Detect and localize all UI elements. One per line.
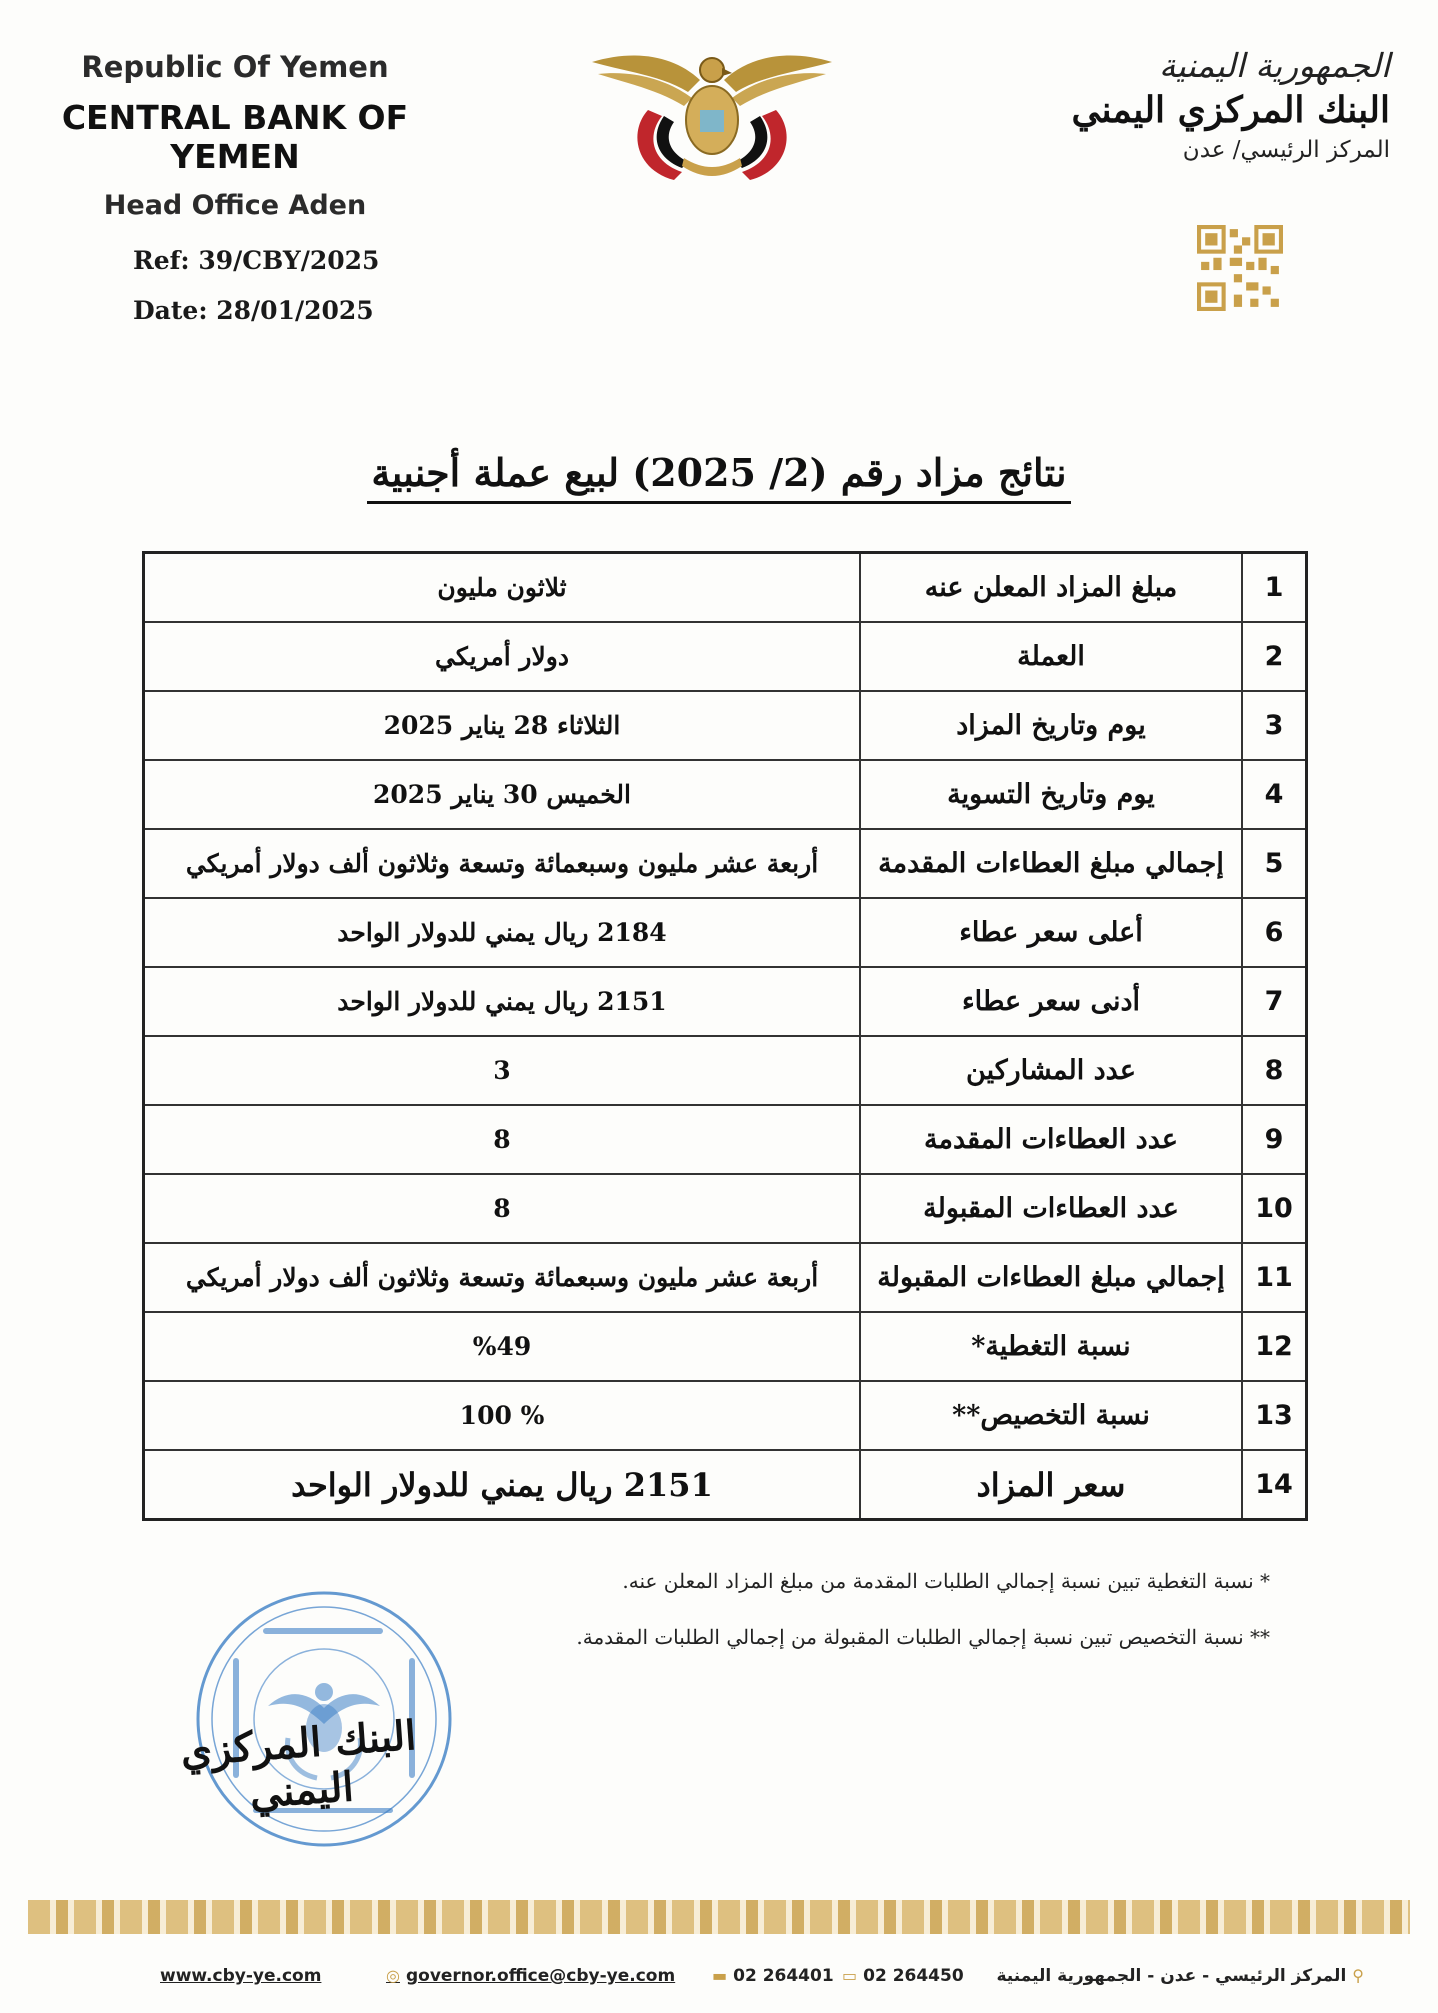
row-value: أربعة عشر مليون وسبعمائة وتسعة وثلاثون ألف دولار أمريكي bbox=[144, 1243, 861, 1312]
country-name-en: Republic Of Yemen bbox=[81, 50, 389, 84]
address bbox=[997, 1966, 1371, 1986]
table-row bbox=[144, 1105, 1307, 1174]
row-number: 11 bbox=[1242, 1243, 1307, 1312]
row-value: الثلاثاء 28 يناير 2025 bbox=[144, 691, 861, 760]
row-label: مبلغ المزاد المعلن عنه bbox=[860, 553, 1242, 623]
row-label: نسبة التخصيص** bbox=[860, 1381, 1242, 1450]
row-label: يوم وتاريخ المزاد bbox=[860, 691, 1242, 760]
bank-name-en: CENTRAL BANK OF YEMEN bbox=[61, 98, 409, 176]
arabic-letterhead bbox=[1000, 46, 1390, 163]
website-link[interactable]: www.cby-ye.com bbox=[160, 1966, 322, 1986]
row-label: إجمالي مبلغ العطاءات المقبولة bbox=[860, 1243, 1242, 1312]
table-row bbox=[144, 1381, 1307, 1450]
row-label: يوم وتاريخ التسوية bbox=[860, 760, 1242, 829]
reference-number: Ref: 39/CBY/2025 bbox=[133, 246, 380, 275]
row-number: 2 bbox=[1242, 622, 1307, 691]
qr-code-icon bbox=[1197, 225, 1283, 311]
row-value: ثلاثون مليون bbox=[144, 553, 861, 623]
row-value: دولار أمريكي bbox=[144, 622, 861, 691]
row-number: 5 bbox=[1242, 829, 1307, 898]
office-name-en: Head Office Aden bbox=[103, 190, 367, 221]
row-number: 8 bbox=[1242, 1036, 1307, 1105]
row-number: 3 bbox=[1242, 691, 1307, 760]
footnote-coverage: * نسبة التغطية تبين نسبة إجمالي الطلبات المقدمة من مبلغ المزاد المعلن عنه. bbox=[622, 1569, 1270, 1593]
row-label: عدد العطاءات المقبولة bbox=[860, 1174, 1242, 1243]
bank-name-ar: البنك المركزي اليمني bbox=[1071, 89, 1390, 131]
row-label: أدنى سعر عطاء bbox=[860, 967, 1242, 1036]
page-title bbox=[0, 450, 1438, 495]
table-row bbox=[144, 1312, 1307, 1381]
row-number: 6 bbox=[1242, 898, 1307, 967]
footnote-allocation: ** نسبة التخصيص تبين نسبة إجمالي الطلبات المقبولة من إجمالي الطلبات المقدمة. bbox=[576, 1625, 1270, 1649]
country-name-ar: الجمهورية اليمنية bbox=[1158, 46, 1390, 85]
row-number: 14 bbox=[1242, 1450, 1307, 1520]
row-number: 4 bbox=[1242, 760, 1307, 829]
row-label: إجمالي مبلغ العطاءات المقدمة bbox=[860, 829, 1242, 898]
table-row bbox=[144, 967, 1307, 1036]
table-row bbox=[144, 1450, 1307, 1520]
row-value: الخميس 30 يناير 2025 bbox=[144, 760, 861, 829]
row-value: 2184 ريال يمني للدولار الواحد bbox=[144, 898, 861, 967]
fax-number bbox=[706, 1966, 834, 1986]
yemen-eagle-emblem-icon bbox=[592, 40, 832, 190]
table-row bbox=[144, 760, 1307, 829]
row-number: 9 bbox=[1242, 1105, 1307, 1174]
row-value: % 100 bbox=[144, 1381, 861, 1450]
row-number: 7 bbox=[1242, 967, 1307, 1036]
table-row bbox=[144, 1174, 1307, 1243]
row-value: 3 bbox=[144, 1036, 861, 1105]
row-label: العملة bbox=[860, 622, 1242, 691]
table-row bbox=[144, 1243, 1307, 1312]
footer-ornament-band bbox=[28, 1900, 1410, 1934]
row-value: %49 bbox=[144, 1312, 861, 1381]
fax-text: 02 264401 bbox=[733, 1966, 834, 1986]
email-link[interactable] bbox=[380, 1966, 675, 1986]
document-date: Date: 28/01/2025 bbox=[133, 296, 374, 325]
auction-results-table bbox=[142, 551, 1308, 1521]
phone-text: 02 264450 bbox=[863, 1966, 964, 1986]
office-name-ar: المركز الرئيسي/ عدن bbox=[1182, 137, 1390, 163]
row-number: 1 bbox=[1242, 553, 1307, 623]
email-text: governor.office@cby-ye.com bbox=[405, 1966, 676, 1986]
row-label: عدد المشاركين bbox=[860, 1036, 1242, 1105]
row-value: 2151 ريال يمني للدولار الواحد bbox=[144, 1450, 861, 1520]
row-number: 10 bbox=[1242, 1174, 1307, 1243]
row-number: 13 bbox=[1242, 1381, 1307, 1450]
location-pin-icon: ⚲ bbox=[1352, 1966, 1364, 1985]
row-label: سعر المزاد bbox=[860, 1450, 1242, 1520]
english-letterhead bbox=[40, 50, 430, 221]
table-row bbox=[144, 829, 1307, 898]
row-number: 12 bbox=[1242, 1312, 1307, 1381]
row-label: أعلى سعر عطاء bbox=[860, 898, 1242, 967]
table-row bbox=[144, 898, 1307, 967]
table-row bbox=[144, 553, 1307, 623]
table-row bbox=[144, 622, 1307, 691]
row-value: 8 bbox=[144, 1174, 861, 1243]
table-row bbox=[144, 691, 1307, 760]
row-label: نسبة التغطية* bbox=[860, 1312, 1242, 1381]
page-title-text: نتائج مزاد رقم (2/ 2025) لبيع عملة أجنبية bbox=[367, 450, 1070, 504]
row-value: 2151 ريال يمني للدولار الواحد bbox=[144, 967, 861, 1036]
fax-icon: ▬ bbox=[712, 1966, 728, 1985]
reference-block bbox=[133, 236, 379, 336]
phone-number bbox=[836, 1966, 964, 1986]
signature: البنك المركزي اليمني bbox=[179, 1711, 418, 1818]
row-label: عدد العطاءات المقدمة bbox=[860, 1105, 1242, 1174]
phone-icon: ▭ bbox=[842, 1966, 858, 1985]
table-row bbox=[144, 1036, 1307, 1105]
address-text: المركز الرئيسي - عدن - الجمهورية اليمنية bbox=[996, 1966, 1347, 1986]
footer-contacts bbox=[160, 1966, 1370, 1996]
row-value: أربعة عشر مليون وسبعمائة وتسعة وثلاثون ألف دولار أمريكي bbox=[144, 829, 861, 898]
globe-icon: ◎ bbox=[386, 1966, 400, 1985]
row-value: 8 bbox=[144, 1105, 861, 1174]
